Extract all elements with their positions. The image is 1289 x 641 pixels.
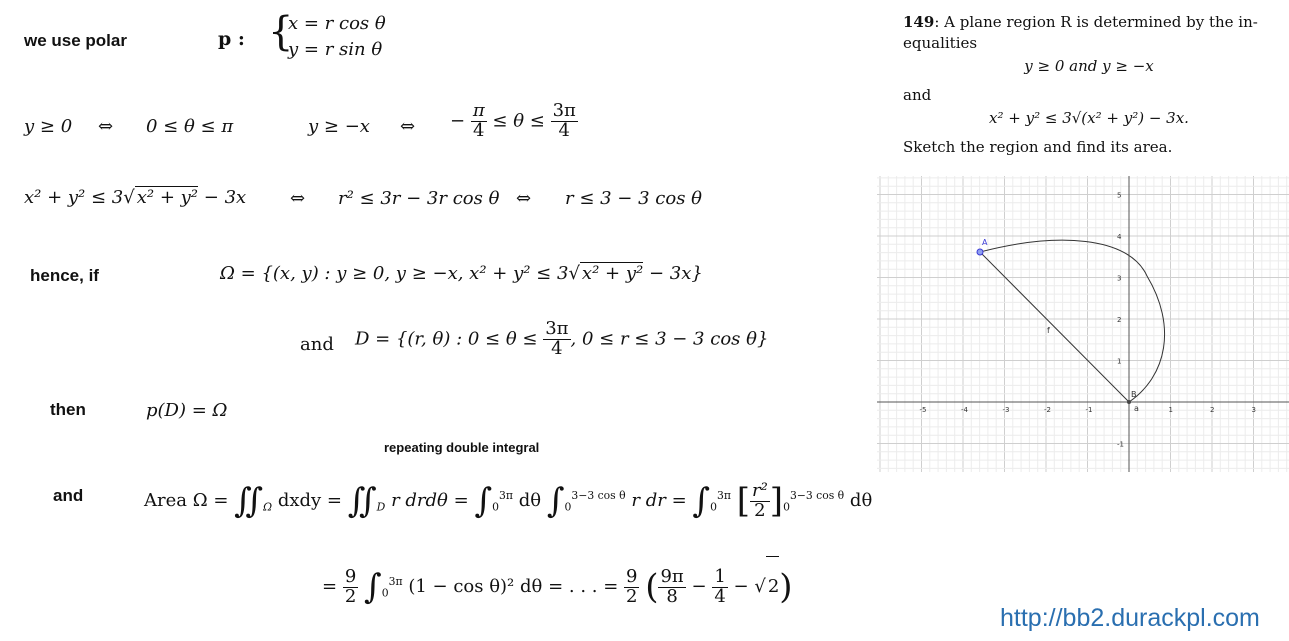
frac-num: 9π <box>660 565 684 587</box>
x-tick-label: -3 <box>1002 406 1010 414</box>
problem-inequality-2: x² + y² ≤ 3√(x² + y²) − 3x. <box>989 109 1189 127</box>
frac-den: 4 <box>558 119 570 141</box>
omega-subscript: Ω <box>263 500 273 514</box>
problem-inequality-1: y ≥ 0 and y ≥ −x <box>1024 57 1154 75</box>
omega-definition: Ω = {(x, y) : y ≥ 0, y ≥ −x, x² + y² ≤ 3√ x² + y² − 3x} <box>220 263 703 284</box>
upper-limit: 3π <box>717 489 731 502</box>
lower-limit: 0 <box>710 500 717 514</box>
iff-symbol: ⇔ <box>516 188 532 209</box>
frac-den: 2 <box>626 585 638 607</box>
ineq-tail: − 3x <box>203 187 247 208</box>
ineq-cartesian: x² + y² ≤ 3√ x² + y² − 3x <box>24 187 247 208</box>
lower-limit: 0 <box>381 586 389 600</box>
grid-lines <box>877 176 1289 472</box>
system-eq-x: x = r cos θ <box>288 13 386 34</box>
theta-range-1: 0 ≤ θ ≤ π <box>146 116 234 137</box>
cond-y-nonneg: y ≥ 0 <box>24 116 73 137</box>
frac-den: 4 <box>551 337 563 359</box>
x-tick-label: 2 <box>1210 406 1215 414</box>
label-and: and <box>300 334 334 355</box>
y-tick-label: 1 <box>1117 357 1122 366</box>
d-def-b: , 0 ≤ r ≤ 3 − 3 cos θ} <box>570 328 769 350</box>
minus-sign: − <box>450 110 466 132</box>
omega-def: Ω = {(x, y) : y ≥ 0, y ≥ −x, x² + y² ≤ 3 <box>220 263 569 284</box>
dtheta: dθ <box>518 490 542 511</box>
label-we-use-polar: we use polar <box>24 31 127 50</box>
point-b-label: B <box>1131 390 1137 399</box>
watermark-url: http://bb2.durackpl.com <box>1000 604 1260 632</box>
ineq-lhs: x² + y² ≤ 3 <box>24 187 124 208</box>
problem-line-3: Sketch the region and find its area. <box>903 138 1173 156</box>
y-tick-label: 5 <box>1117 191 1122 200</box>
r-dr: r dr = <box>631 490 687 511</box>
frac-den: 2 <box>344 585 357 607</box>
problem-and: and <box>903 86 932 104</box>
frac-den: 2 <box>754 499 766 521</box>
y-tick-label: 4 <box>1117 233 1122 241</box>
p-of-d: p(D) = Ω <box>146 400 228 421</box>
lower-limit: 0 <box>492 500 500 514</box>
ineq-polar-simple: r ≤ 3 − 3 cos θ <box>565 188 702 209</box>
upper-limit: 3π <box>388 575 403 588</box>
y-tick-label: -1 <box>1117 440 1124 449</box>
x-tick-label: 1 <box>1168 406 1173 414</box>
frac-den: 4 <box>714 585 726 607</box>
map-p-label: p : <box>218 28 245 50</box>
sqrt-two: 2 <box>766 556 779 617</box>
frac-den: 8 <box>666 585 678 607</box>
region-sketch-graph <box>877 176 1289 472</box>
frac-num: 9 <box>626 565 638 587</box>
x-tick-label: -5 <box>919 406 927 414</box>
point-b <box>1127 400 1131 404</box>
rdrdtheta: r drdθ = <box>391 490 469 511</box>
frac-den: 4 <box>473 119 485 141</box>
x-tick-label: -4 <box>961 406 968 414</box>
label-and: and <box>53 486 84 505</box>
final-integrand: (1 − cos θ)² dθ = . . . = <box>408 576 619 597</box>
d-subscript: D <box>376 500 386 514</box>
lower-limit: 0 <box>783 500 790 514</box>
area-integral: Area $\Omega = ∬_\Omega$ dxdy = $∬_D$ r $drd\theta = \int_0^{3\pi}$ dθ $\int_0^{3-3 cos \theta}$ r dr = $\int_0^{3\pi}$ [ $\frac{\text{r²}}{2}$ ]$_0^{3-3 cos \theta}$ dθ <box>144 479 873 521</box>
minus-sign: − <box>733 576 749 597</box>
minus-sign: − <box>691 576 707 597</box>
upper-limit: 3π <box>499 489 513 502</box>
label-hence-if: hence, if <box>30 266 99 285</box>
omega-root: x² + y² <box>581 263 644 284</box>
origin-label: a <box>1134 404 1139 413</box>
frac-num: 3π <box>552 100 576 121</box>
point-a-label: A <box>982 238 988 247</box>
x-tick-label: 3 <box>1251 406 1256 414</box>
iff-symbol: ⇔ <box>290 188 306 209</box>
omega-tail: − 3x} <box>648 263 703 284</box>
system-brace: { <box>268 9 294 55</box>
y-tick-label: 2 <box>1117 316 1122 324</box>
theta-mid: ≤ θ ≤ <box>492 110 545 132</box>
frac-num: π <box>472 100 485 121</box>
problem-line-1: : A plane region R is determined by the in- <box>934 13 1258 31</box>
cond-y-ge-minus-x: y ≥ −x <box>308 116 370 137</box>
point-a <box>977 249 983 255</box>
frac-num: 1 <box>714 565 726 587</box>
d-definition <box>355 320 768 359</box>
frac-num: r² <box>751 479 768 501</box>
iff-symbol: ⇔ <box>400 116 416 137</box>
upper-limit: 3−3 cos θ <box>571 489 626 502</box>
frac-num: 9 <box>344 565 357 587</box>
final-result: = $\frac{9}{2}$ $\int_0^{3\pi}$ (1 − cos θ)² dθ = . . . = $\frac{9}{2}$ ( $\frac{9\pi}{8}$ − $\frac{1}{4}$ − √ 2) <box>322 552 793 624</box>
y-tick-label: 3 <box>1117 274 1122 283</box>
x-tick-label: -2 <box>1044 406 1051 414</box>
theta-range-2 <box>450 102 578 141</box>
frac-num: 3π <box>545 318 569 339</box>
d-def-a: D = {(r, θ) : 0 ≤ θ ≤ <box>355 328 538 350</box>
problem-number: 149 <box>903 13 935 31</box>
system-eq-y: y = r sin θ <box>288 39 383 60</box>
upper-limit: 3−3 cos θ <box>789 489 845 502</box>
iff-symbol: ⇔ <box>98 116 114 137</box>
label-repeating: repeating double integral <box>384 440 540 455</box>
label-then: then <box>50 400 86 419</box>
lower-limit: 0 <box>564 500 572 514</box>
dxdy: dxdy = <box>277 490 342 511</box>
textbook-problem <box>903 12 1275 158</box>
area-lhs: Area Ω = <box>144 490 229 511</box>
x-tick-label: -1 <box>1085 406 1093 414</box>
problem-line-2: equalities <box>903 34 978 52</box>
ineq-root: x² + y² <box>136 187 199 208</box>
dtheta: dθ <box>849 490 873 511</box>
ineq-polar: r² ≤ 3r − 3r cos θ <box>338 188 500 209</box>
segment-label: f <box>1047 326 1050 335</box>
